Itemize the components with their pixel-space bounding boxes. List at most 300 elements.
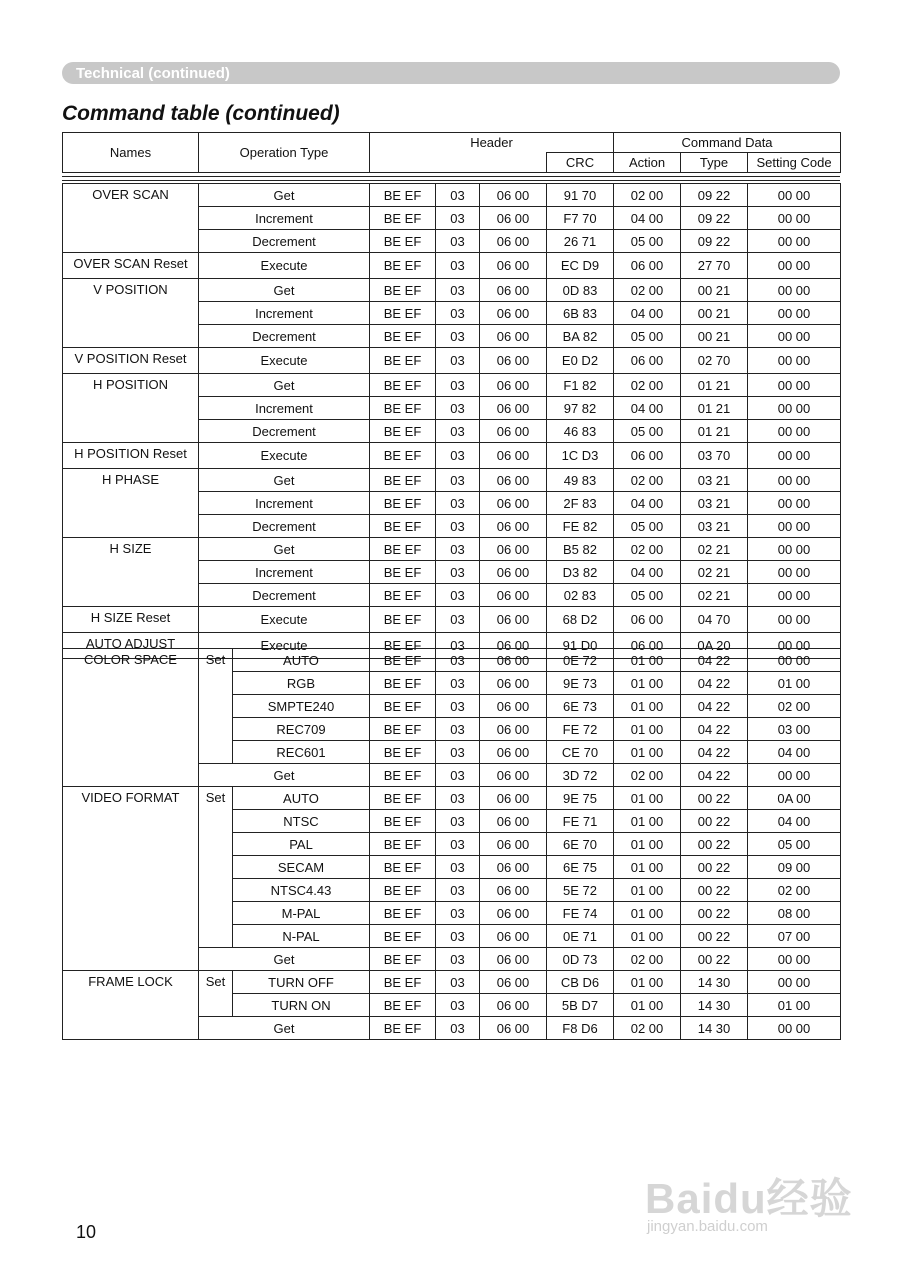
header-byte-2: 03 <box>436 253 480 279</box>
type-cell: 02 21 <box>681 584 748 607</box>
setting-code-cell: 00 00 <box>748 492 841 515</box>
operation-type: Get <box>199 1017 370 1040</box>
set-label: Set <box>199 649 233 764</box>
header-byte-1: BE EF <box>370 325 436 348</box>
setting-code-cell: 00 00 <box>748 420 841 443</box>
header-byte-1: BE EF <box>370 718 436 741</box>
header-byte-1: BE EF <box>370 584 436 607</box>
setting-code-cell: 00 00 <box>748 633 841 659</box>
setting-code-cell: 09 00 <box>748 856 841 879</box>
setting-code-cell: 00 00 <box>748 348 841 374</box>
type-cell: 02 70 <box>681 348 748 374</box>
operation-type: Decrement <box>199 230 370 253</box>
operation-type: Increment <box>199 492 370 515</box>
header-byte-1: BE EF <box>370 879 436 902</box>
operation-type: RGB <box>233 672 370 695</box>
action-cell: 01 00 <box>614 741 681 764</box>
crc-cell: 0D 83 <box>547 279 614 302</box>
operation-type: SECAM <box>233 856 370 879</box>
setting-code-cell: 00 00 <box>748 443 841 469</box>
col-setting-code: Setting Code <box>748 153 841 173</box>
header-byte-1: BE EF <box>370 207 436 230</box>
header-byte-3: 06 00 <box>480 420 547 443</box>
header-byte-1: BE EF <box>370 672 436 695</box>
header-byte-1: BE EF <box>370 374 436 397</box>
header-byte-1: BE EF <box>370 515 436 538</box>
table-row <box>63 443 841 469</box>
header-byte-3: 06 00 <box>480 633 547 659</box>
crc-cell: 6E 73 <box>547 695 614 718</box>
section-banner <box>62 62 840 84</box>
command-name: H POSITION <box>63 374 199 443</box>
header-byte-3: 06 00 <box>480 1017 547 1040</box>
setting-code-cell: 00 00 <box>748 649 841 672</box>
header-byte-3: 06 00 <box>480 649 547 672</box>
header-byte-2: 03 <box>436 718 480 741</box>
header-byte-2: 03 <box>436 607 480 633</box>
action-cell: 02 00 <box>614 1017 681 1040</box>
header-byte-1: BE EF <box>370 856 436 879</box>
action-cell: 01 00 <box>614 649 681 672</box>
type-cell: 00 22 <box>681 925 748 948</box>
col-action: Action <box>614 153 681 173</box>
operation-type: Get <box>199 764 370 787</box>
type-cell: 27 70 <box>681 253 748 279</box>
header-byte-3: 06 00 <box>480 971 547 994</box>
operation-type: NTSC4.43 <box>233 879 370 902</box>
action-cell: 06 00 <box>614 607 681 633</box>
header-byte-2: 03 <box>436 764 480 787</box>
header-byte-1: BE EF <box>370 810 436 833</box>
header-byte-1: BE EF <box>370 443 436 469</box>
header-byte-1: BE EF <box>370 397 436 420</box>
type-cell: 03 21 <box>681 469 748 492</box>
action-cell: 02 00 <box>614 469 681 492</box>
crc-cell: E0 D2 <box>547 348 614 374</box>
setting-code-cell: 00 00 <box>748 584 841 607</box>
header-byte-1: BE EF <box>370 695 436 718</box>
action-cell: 06 00 <box>614 253 681 279</box>
operation-type: M-PAL <box>233 902 370 925</box>
crc-cell: BA 82 <box>547 325 614 348</box>
type-cell: 04 22 <box>681 695 748 718</box>
header-byte-1: BE EF <box>370 971 436 994</box>
operation-type: Get <box>199 279 370 302</box>
header-byte-3: 06 00 <box>480 538 547 561</box>
header-byte-2: 03 <box>436 856 480 879</box>
operation-type: Decrement <box>199 325 370 348</box>
crc-cell: 9E 73 <box>547 672 614 695</box>
crc-cell: B5 82 <box>547 538 614 561</box>
setting-code-cell: 04 00 <box>748 741 841 764</box>
action-cell: 01 00 <box>614 695 681 718</box>
setting-code-cell: 00 00 <box>748 607 841 633</box>
action-cell: 04 00 <box>614 492 681 515</box>
operation-type: Decrement <box>199 584 370 607</box>
table-header <box>62 132 841 173</box>
header-byte-1: BE EF <box>370 348 436 374</box>
col-names: Names <box>63 133 199 173</box>
setting-code-cell: 02 00 <box>748 879 841 902</box>
type-cell: 04 22 <box>681 718 748 741</box>
header-byte-2: 03 <box>436 787 480 810</box>
header-byte-3: 06 00 <box>480 397 547 420</box>
type-cell: 09 22 <box>681 230 748 253</box>
operation-type: Execute <box>199 633 370 659</box>
header-byte-2: 03 <box>436 374 480 397</box>
crc-cell: 68 D2 <box>547 607 614 633</box>
operation-type: Increment <box>199 207 370 230</box>
header-byte-3: 06 00 <box>480 253 547 279</box>
crc-cell: 91 70 <box>547 184 614 207</box>
setting-code-cell: 00 00 <box>748 515 841 538</box>
action-cell: 01 00 <box>614 925 681 948</box>
action-cell: 04 00 <box>614 397 681 420</box>
operation-type: REC709 <box>233 718 370 741</box>
type-cell: 00 22 <box>681 948 748 971</box>
watermark-url: jingyan.baidu.com <box>647 1218 768 1235</box>
type-cell: 02 21 <box>681 538 748 561</box>
setting-code-cell: 00 00 <box>748 279 841 302</box>
action-cell: 05 00 <box>614 230 681 253</box>
header-byte-1: BE EF <box>370 787 436 810</box>
setting-code-cell: 03 00 <box>748 718 841 741</box>
command-name: AUTO ADJUST <box>63 633 199 659</box>
action-cell: 01 00 <box>614 833 681 856</box>
action-cell: 01 00 <box>614 718 681 741</box>
crc-cell: FE 74 <box>547 902 614 925</box>
table-row <box>63 374 841 397</box>
type-cell: 04 22 <box>681 764 748 787</box>
header-byte-2: 03 <box>436 633 480 659</box>
type-cell: 03 21 <box>681 492 748 515</box>
command-name: H SIZE Reset <box>63 607 199 633</box>
header-separator <box>62 176 840 181</box>
header-byte-3: 06 00 <box>480 672 547 695</box>
section-label: Technical (continued) <box>76 65 230 82</box>
action-cell: 02 00 <box>614 764 681 787</box>
command-table-2 <box>62 648 841 1040</box>
setting-code-cell: 00 00 <box>748 469 841 492</box>
header-byte-3: 06 00 <box>480 810 547 833</box>
crc-cell: 9E 75 <box>547 787 614 810</box>
header-byte-1: BE EF <box>370 561 436 584</box>
action-cell: 06 00 <box>614 348 681 374</box>
crc-cell: 2F 83 <box>547 492 614 515</box>
command-name: H PHASE <box>63 469 199 538</box>
crc-cell: 0E 72 <box>547 649 614 672</box>
action-cell: 01 00 <box>614 856 681 879</box>
header-byte-1: BE EF <box>370 492 436 515</box>
setting-code-cell: 00 00 <box>748 374 841 397</box>
setting-code-cell: 00 00 <box>748 397 841 420</box>
setting-code-cell: 08 00 <box>748 902 841 925</box>
command-table-1 <box>62 183 841 659</box>
crc-cell: CB D6 <box>547 971 614 994</box>
operation-type: Get <box>199 948 370 971</box>
type-cell: 04 22 <box>681 741 748 764</box>
header-byte-2: 03 <box>436 948 480 971</box>
header-byte-1: BE EF <box>370 607 436 633</box>
header-byte-3: 06 00 <box>480 994 547 1017</box>
table-row <box>63 279 841 302</box>
header-byte-3: 06 00 <box>480 325 547 348</box>
action-cell: 01 00 <box>614 810 681 833</box>
header-byte-3: 06 00 <box>480 515 547 538</box>
operation-type: Get <box>199 184 370 207</box>
header-byte-2: 03 <box>436 584 480 607</box>
header-byte-1: BE EF <box>370 649 436 672</box>
table-row <box>63 538 841 561</box>
operation-type: Decrement <box>199 420 370 443</box>
header-byte-1: BE EF <box>370 902 436 925</box>
header-byte-2: 03 <box>436 810 480 833</box>
crc-cell: 97 82 <box>547 397 614 420</box>
type-cell: 01 21 <box>681 374 748 397</box>
setting-code-cell: 02 00 <box>748 695 841 718</box>
crc-cell: F1 82 <box>547 374 614 397</box>
type-cell: 00 22 <box>681 856 748 879</box>
crc-cell: 0E 71 <box>547 925 614 948</box>
header-byte-2: 03 <box>436 397 480 420</box>
setting-code-cell: 0A 00 <box>748 787 841 810</box>
operation-type: Get <box>199 469 370 492</box>
header-byte-2: 03 <box>436 420 480 443</box>
header-byte-3: 06 00 <box>480 348 547 374</box>
crc-cell: FE 82 <box>547 515 614 538</box>
operation-type: SMPTE240 <box>233 695 370 718</box>
header-byte-2: 03 <box>436 443 480 469</box>
header-byte-3: 06 00 <box>480 764 547 787</box>
command-name: COLOR SPACE <box>63 649 199 787</box>
header-byte-1: BE EF <box>370 833 436 856</box>
crc-cell: 6B 83 <box>547 302 614 325</box>
header-byte-3: 06 00 <box>480 718 547 741</box>
crc-cell: EC D9 <box>547 253 614 279</box>
col-operation-type: Operation Type <box>199 133 370 173</box>
type-cell: 02 21 <box>681 561 748 584</box>
col-command-data: Command Data <box>614 133 841 153</box>
action-cell: 02 00 <box>614 374 681 397</box>
operation-type: AUTO <box>233 787 370 810</box>
command-name: OVER SCAN <box>63 184 199 253</box>
col-header: Header <box>370 133 614 153</box>
setting-code-cell: 00 00 <box>748 971 841 994</box>
header-byte-3: 06 00 <box>480 607 547 633</box>
setting-code-cell: 00 00 <box>748 948 841 971</box>
page-number: 10 <box>76 1222 97 1242</box>
header-byte-3: 06 00 <box>480 856 547 879</box>
table-row <box>63 348 841 374</box>
header-byte-2: 03 <box>436 279 480 302</box>
header-byte-2: 03 <box>436 879 480 902</box>
crc-cell: CE 70 <box>547 741 614 764</box>
action-cell: 01 00 <box>614 971 681 994</box>
action-cell: 06 00 <box>614 443 681 469</box>
setting-code-cell: 00 00 <box>748 184 841 207</box>
action-cell: 02 00 <box>614 948 681 971</box>
header-byte-3: 06 00 <box>480 584 547 607</box>
action-cell: 01 00 <box>614 902 681 925</box>
header-byte-1: BE EF <box>370 741 436 764</box>
header-byte-1: BE EF <box>370 184 436 207</box>
header-byte-3: 06 00 <box>480 787 547 810</box>
action-cell: 01 00 <box>614 994 681 1017</box>
action-cell: 01 00 <box>614 879 681 902</box>
operation-type: TURN ON <box>233 994 370 1017</box>
operation-type: N-PAL <box>233 925 370 948</box>
crc-cell: 3D 72 <box>547 764 614 787</box>
crc-cell: 02 83 <box>547 584 614 607</box>
crc-cell: 49 83 <box>547 469 614 492</box>
setting-code-cell: 00 00 <box>748 302 841 325</box>
action-cell: 02 00 <box>614 184 681 207</box>
command-name: H SIZE <box>63 538 199 607</box>
type-cell: 14 30 <box>681 971 748 994</box>
set-label: Set <box>199 787 233 948</box>
setting-code-cell: 01 00 <box>748 994 841 1017</box>
header-byte-3: 06 00 <box>480 279 547 302</box>
type-cell: 00 21 <box>681 325 748 348</box>
operation-type: NTSC <box>233 810 370 833</box>
col-type: Type <box>681 153 748 173</box>
header-byte-2: 03 <box>436 561 480 584</box>
header-byte-2: 03 <box>436 902 480 925</box>
operation-type: Execute <box>199 348 370 374</box>
operation-type: PAL <box>233 833 370 856</box>
setting-code-cell: 00 00 <box>748 561 841 584</box>
type-cell: 01 21 <box>681 420 748 443</box>
header-byte-3: 06 00 <box>480 948 547 971</box>
operation-type: Get <box>199 374 370 397</box>
crc-cell: FE 72 <box>547 718 614 741</box>
type-cell: 09 22 <box>681 184 748 207</box>
command-name: OVER SCAN Reset <box>63 253 199 279</box>
crc-cell: FE 71 <box>547 810 614 833</box>
type-cell: 00 21 <box>681 302 748 325</box>
header-byte-1: BE EF <box>370 253 436 279</box>
type-cell: 03 21 <box>681 515 748 538</box>
action-cell: 01 00 <box>614 787 681 810</box>
watermark-logo: Baidu经验 <box>645 1175 853 1222</box>
action-cell: 05 00 <box>614 515 681 538</box>
setting-code-cell: 00 00 <box>748 764 841 787</box>
header-byte-2: 03 <box>436 971 480 994</box>
header-byte-1: BE EF <box>370 538 436 561</box>
type-cell: 00 22 <box>681 810 748 833</box>
operation-type: Increment <box>199 561 370 584</box>
setting-code-cell: 07 00 <box>748 925 841 948</box>
header-byte-2: 03 <box>436 184 480 207</box>
header-byte-2: 03 <box>436 994 480 1017</box>
type-cell: 00 21 <box>681 279 748 302</box>
crc-cell: 6E 70 <box>547 833 614 856</box>
col-header-blank <box>370 153 547 173</box>
header-byte-3: 06 00 <box>480 925 547 948</box>
header-byte-2: 03 <box>436 230 480 253</box>
type-cell: 00 22 <box>681 833 748 856</box>
header-byte-2: 03 <box>436 348 480 374</box>
header-byte-3: 06 00 <box>480 184 547 207</box>
crc-cell: 5E 72 <box>547 879 614 902</box>
header-byte-2: 03 <box>436 672 480 695</box>
table-row <box>63 469 841 492</box>
operation-type: Get <box>199 538 370 561</box>
header-byte-1: BE EF <box>370 948 436 971</box>
header-byte-2: 03 <box>436 469 480 492</box>
operation-type: Decrement <box>199 515 370 538</box>
crc-cell: 6E 75 <box>547 856 614 879</box>
setting-code-cell: 00 00 <box>748 230 841 253</box>
operation-type: AUTO <box>233 649 370 672</box>
crc-cell: 5B D7 <box>547 994 614 1017</box>
table-row <box>63 253 841 279</box>
setting-code-cell: 04 00 <box>748 810 841 833</box>
setting-code-cell: 00 00 <box>748 1017 841 1040</box>
operation-type: Execute <box>199 443 370 469</box>
type-cell: 09 22 <box>681 207 748 230</box>
header-byte-2: 03 <box>436 515 480 538</box>
header-byte-3: 06 00 <box>480 443 547 469</box>
table-row <box>63 184 841 207</box>
operation-type: Execute <box>199 607 370 633</box>
action-cell: 05 00 <box>614 584 681 607</box>
header-byte-1: BE EF <box>370 230 436 253</box>
header-byte-3: 06 00 <box>480 374 547 397</box>
crc-cell: 26 71 <box>547 230 614 253</box>
header-byte-1: BE EF <box>370 279 436 302</box>
command-name: V POSITION Reset <box>63 348 199 374</box>
header-byte-1: BE EF <box>370 1017 436 1040</box>
header-byte-1: BE EF <box>370 633 436 659</box>
type-cell: 04 22 <box>681 649 748 672</box>
header-byte-3: 06 00 <box>480 561 547 584</box>
action-cell: 02 00 <box>614 538 681 561</box>
header-byte-1: BE EF <box>370 994 436 1017</box>
header-byte-1: BE EF <box>370 302 436 325</box>
operation-type: Execute <box>199 253 370 279</box>
header-byte-1: BE EF <box>370 469 436 492</box>
table-row <box>63 649 841 672</box>
header-byte-3: 06 00 <box>480 833 547 856</box>
header-byte-3: 06 00 <box>480 695 547 718</box>
header-byte-3: 06 00 <box>480 741 547 764</box>
type-cell: 04 70 <box>681 607 748 633</box>
header-byte-3: 06 00 <box>480 230 547 253</box>
type-cell: 00 22 <box>681 879 748 902</box>
header-byte-2: 03 <box>436 325 480 348</box>
crc-cell: D3 82 <box>547 561 614 584</box>
type-cell: 14 30 <box>681 994 748 1017</box>
col-crc: CRC <box>547 153 614 173</box>
header-byte-3: 06 00 <box>480 879 547 902</box>
action-cell: 04 00 <box>614 302 681 325</box>
operation-type: Increment <box>199 397 370 420</box>
header-byte-2: 03 <box>436 741 480 764</box>
type-cell: 00 22 <box>681 787 748 810</box>
crc-cell: 0D 73 <box>547 948 614 971</box>
header-byte-1: BE EF <box>370 420 436 443</box>
header-byte-2: 03 <box>436 302 480 325</box>
command-name: VIDEO FORMAT <box>63 787 199 971</box>
header-byte-2: 03 <box>436 649 480 672</box>
page-title: Command table (continued) <box>62 102 340 125</box>
watermark <box>645 1140 855 1250</box>
header-byte-2: 03 <box>436 207 480 230</box>
type-cell: 00 22 <box>681 902 748 925</box>
crc-cell: 91 D0 <box>547 633 614 659</box>
action-cell: 05 00 <box>614 420 681 443</box>
